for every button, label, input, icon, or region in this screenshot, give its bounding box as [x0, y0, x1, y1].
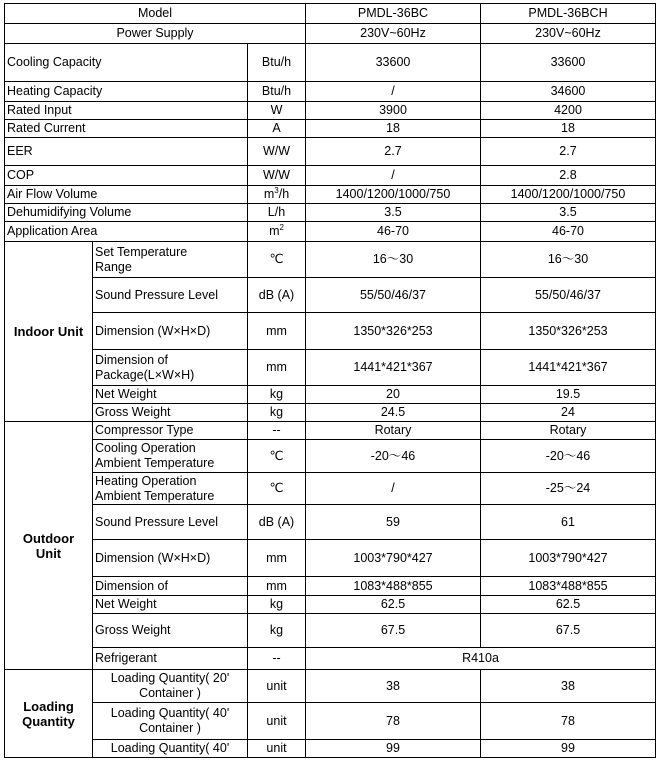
value-model-2: -20～46 — [481, 440, 656, 473]
unit-cell: -- — [248, 422, 306, 440]
spec-row — [5, 703, 656, 740]
unit-cell: ℃ — [248, 440, 306, 473]
value-model-1: / — [306, 82, 481, 102]
value-model-1: 16～30 — [306, 242, 481, 278]
spec-row — [5, 614, 656, 648]
unit-cell: kg — [248, 614, 306, 648]
value-model-2: 55/50/46/37 — [481, 278, 656, 313]
spec-label: Dimension (W×H×D) — [93, 540, 248, 577]
spec-row — [5, 278, 656, 313]
spec-row — [5, 505, 656, 540]
spec-label: Dimension (W×H×D) — [93, 313, 248, 350]
power-supply-1: 230V~60Hz — [306, 24, 481, 44]
unit-cell: kg — [248, 404, 306, 422]
spec-label: COP — [5, 166, 248, 186]
unit-cell: -- — [248, 648, 306, 670]
unit-cell: unit — [248, 740, 306, 758]
unit-cell: mm — [248, 577, 306, 596]
spec-label: Loading Quantity( 40' — [93, 740, 248, 758]
unit-cell: L/h — [248, 204, 306, 222]
spec-row — [5, 242, 656, 278]
spec-row — [5, 350, 656, 386]
unit-cell: ℃ — [248, 242, 306, 278]
value-model-2: 2.7 — [481, 138, 656, 166]
spec-row — [5, 440, 656, 473]
spec-label: Application Area — [5, 222, 248, 242]
model-2: PMDL-36BCH — [481, 4, 656, 24]
spec-row — [5, 740, 656, 758]
unit-cell: Btu/h — [248, 44, 306, 82]
value-model-2: 1003*790*427 — [481, 540, 656, 577]
model-1: PMDL-36BC — [306, 4, 481, 24]
value-model-2: Rotary — [481, 422, 656, 440]
unit-cell: W/W — [248, 166, 306, 186]
value-model-1: 1350*326*253 — [306, 313, 481, 350]
value-model-2: 78 — [481, 703, 656, 740]
spec-label: Rated Input — [5, 102, 248, 120]
spec-label: Cooling Operation Ambient Temperature — [93, 440, 248, 473]
spec-row — [5, 404, 656, 422]
spec-row — [5, 82, 656, 102]
header-row — [5, 4, 656, 24]
value-model-2: 19.5 — [481, 386, 656, 404]
value-model-2: 18 — [481, 120, 656, 138]
unit-cell: kg — [248, 596, 306, 614]
spec-row — [5, 204, 656, 222]
value-model-2: 46-70 — [481, 222, 656, 242]
unit-cell: mm — [248, 540, 306, 577]
value-model-2: 38 — [481, 670, 656, 703]
value-model-1: 46-70 — [306, 222, 481, 242]
spec-label: Refrigerant — [93, 648, 248, 670]
spec-label: Sound Pressure Level — [93, 278, 248, 313]
spec-row — [5, 313, 656, 350]
value-model-2: 33600 — [481, 44, 656, 82]
unit-cell: A — [248, 120, 306, 138]
value-model-2: 1400/1200/1000/750 — [481, 186, 656, 204]
value-model-1: 1083*488*855 — [306, 577, 481, 596]
value-model-2: 61 — [481, 505, 656, 540]
spec-label: Gross Weight — [93, 404, 248, 422]
spec-row — [5, 222, 656, 242]
unit-base: m — [269, 224, 280, 238]
unit-cell: kg — [248, 386, 306, 404]
spec-label: Heating Operation Ambient Temperature — [93, 473, 248, 505]
spec-row — [5, 577, 656, 596]
model-label: Model — [5, 4, 306, 24]
value-model-1: 55/50/46/37 — [306, 278, 481, 313]
spec-table — [4, 3, 656, 758]
spec-row — [5, 166, 656, 186]
unit-cell: mm — [248, 313, 306, 350]
value-model-2: 1441*421*367 — [481, 350, 656, 386]
unit-cell — [248, 222, 306, 242]
spec-row — [5, 648, 656, 670]
spec-label: Net Weight — [93, 596, 248, 614]
unit-superscript: 3 — [274, 186, 279, 195]
value-model-1: 3.5 — [306, 204, 481, 222]
value-model-2: -25～24 — [481, 473, 656, 505]
value-model-2: 1083*488*855 — [481, 577, 656, 596]
value-model-1: Rotary — [306, 422, 481, 440]
value-model-2: 67.5 — [481, 614, 656, 648]
spec-label: Compressor Type — [93, 422, 248, 440]
value-model-2: 3.5 — [481, 204, 656, 222]
loading-quantity-group: Loading Quantity — [5, 670, 93, 758]
power-supply-label: Power Supply — [5, 24, 306, 44]
spec-row — [5, 670, 656, 703]
value-model-1: 1003*790*427 — [306, 540, 481, 577]
value-model-2: 99 — [481, 740, 656, 758]
value-model-2: 62.5 — [481, 596, 656, 614]
spec-row — [5, 102, 656, 120]
spec-row — [5, 473, 656, 505]
spec-row — [5, 422, 656, 440]
unit-cell: mm — [248, 350, 306, 386]
spec-label: Sound Pressure Level — [93, 505, 248, 540]
spec-row — [5, 120, 656, 138]
unit-cell: W/W — [248, 138, 306, 166]
spec-label: EER — [5, 138, 248, 166]
value-model-1: 2.7 — [306, 138, 481, 166]
unit-cell: ℃ — [248, 473, 306, 505]
value-model-2: 4200 — [481, 102, 656, 120]
spec-label: Air Flow Volume — [5, 186, 248, 204]
unit-cell: W — [248, 102, 306, 120]
value-model-1: 59 — [306, 505, 481, 540]
spec-row — [5, 386, 656, 404]
unit-cell — [248, 186, 306, 204]
spec-row — [5, 596, 656, 614]
unit-cell: dB (A) — [248, 278, 306, 313]
value-model-2: 16～30 — [481, 242, 656, 278]
value-model-1: 78 — [306, 703, 481, 740]
spec-label: Dehumidifying Volume — [5, 204, 248, 222]
unit-cell: dB (A) — [248, 505, 306, 540]
value-model-2: 34600 — [481, 82, 656, 102]
spec-label: Heating Capacity — [5, 82, 248, 102]
unit-base: m — [263, 187, 275, 201]
value-model-1: -20～46 — [306, 440, 481, 473]
value-merged: R410a — [306, 648, 656, 670]
value-model-1: 20 — [306, 386, 481, 404]
value-model-2: 1350*326*253 — [481, 313, 656, 350]
value-model-1: 33600 — [306, 44, 481, 82]
unit-cell: Btu/h — [248, 82, 306, 102]
spec-label: Dimension of Package(L×W×H) — [93, 350, 248, 386]
value-model-1: / — [306, 166, 481, 186]
spec-row — [5, 138, 656, 166]
spec-label: Rated Current — [5, 120, 248, 138]
value-model-1: 18 — [306, 120, 481, 138]
spec-label: Net Weight — [93, 386, 248, 404]
value-model-2: 24 — [481, 404, 656, 422]
value-model-1: 3900 — [306, 102, 481, 120]
value-model-1: 38 — [306, 670, 481, 703]
spec-row — [5, 186, 656, 204]
unit-cell: unit — [248, 670, 306, 703]
unit-superscript: 2 — [279, 223, 284, 232]
spec-label: Cooling Capacity — [5, 44, 248, 82]
power-supply-2: 230V~60Hz — [481, 24, 656, 44]
spec-row — [5, 44, 656, 82]
value-model-1: 1441*421*367 — [306, 350, 481, 386]
value-model-1: 1400/1200/1000/750 — [306, 186, 481, 204]
outdoor-unit-group: Outdoor Unit — [5, 422, 93, 670]
value-model-1: 24.5 — [306, 404, 481, 422]
spec-label: Loading Quantity( 20' Container ) — [93, 670, 248, 703]
value-model-1: 99 — [306, 740, 481, 758]
value-model-1: 62.5 — [306, 596, 481, 614]
unit-tail: /h — [278, 187, 290, 201]
spec-label: Dimension of — [93, 577, 248, 596]
unit-cell: unit — [248, 703, 306, 740]
value-model-1: 67.5 — [306, 614, 481, 648]
spec-label: Loading Quantity( 40' Container ) — [93, 703, 248, 740]
value-model-1: / — [306, 473, 481, 505]
indoor-unit-group: Indoor Unit — [5, 242, 93, 422]
power-supply-row — [5, 24, 656, 44]
spec-label: Gross Weight — [93, 614, 248, 648]
spec-row — [5, 540, 656, 577]
spec-label: Set Temperature Range — [93, 242, 248, 278]
value-model-2: 2.8 — [481, 166, 656, 186]
